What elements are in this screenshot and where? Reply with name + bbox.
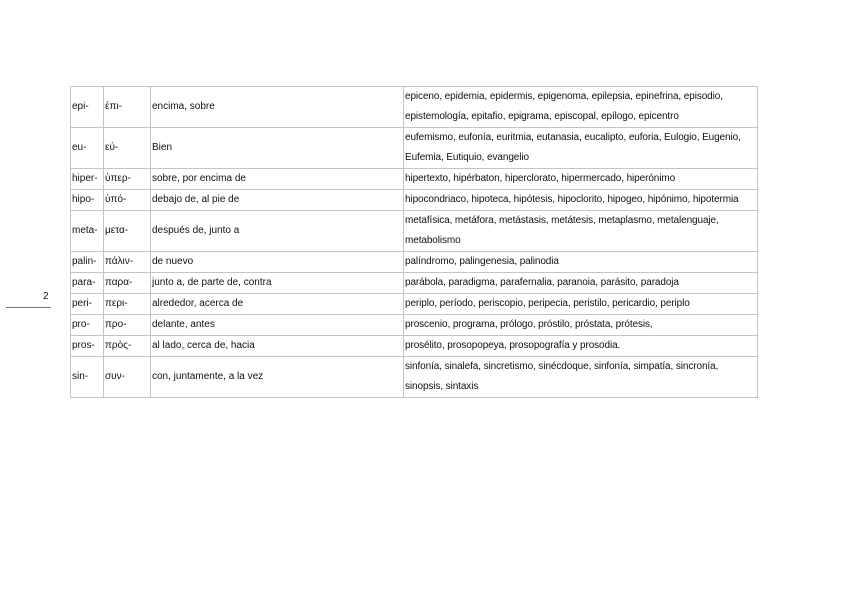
meaning-cell: al lado, cerca de, hacia — [151, 336, 404, 357]
prefix-cell: peri- — [71, 294, 104, 315]
meaning-cell: alrededor, acerca de — [151, 294, 404, 315]
greek-root-cell: έπι- — [104, 87, 151, 128]
table-row — [71, 252, 758, 273]
table-row — [71, 87, 758, 128]
prefix-cell: pro- — [71, 315, 104, 336]
meaning-cell: encima, sobre — [151, 87, 404, 128]
greek-root-cell: ὑπό- — [104, 190, 151, 211]
examples-cell: proscenio, programa, prólogo, próstilo, próstata, prótesis, — [404, 315, 758, 336]
table-row — [71, 336, 758, 357]
greek-root-cell: πρὸς- — [104, 336, 151, 357]
greek-root-cell: περι- — [104, 294, 151, 315]
examples-cell: periplo, período, periscopio, peripecia, peristilo, pericardio, periplo — [404, 294, 758, 315]
meaning-cell: de nuevo — [151, 252, 404, 273]
examples-cell: metafísica, metáfora, metástasis, metátesis, metaplasmo, metalenguaje, metabolismo — [404, 211, 758, 252]
greek-root-cell: συν- — [104, 357, 151, 398]
greek-root-cell: πάλιν- — [104, 252, 151, 273]
prefix-cell: pros- — [71, 336, 104, 357]
meaning-cell: sobre, por encima de — [151, 169, 404, 190]
greek-root-cell: μετα- — [104, 211, 151, 252]
examples-cell: sinfonía, sinalefa, sincretismo, sinécdoque, sinfonía, simpatía, sincronía, sinopsis, sintaxis — [404, 357, 758, 398]
greek-prefix-table — [70, 86, 758, 398]
prefix-cell: epi- — [71, 87, 104, 128]
table-row — [71, 357, 758, 398]
examples-cell: eufemismo, eufonía, euritmia, eutanasia, eucalipto, euforia, Eulogio, Eugenio, Eufemia, Eutiquio, evangelio — [404, 128, 758, 169]
meaning-cell: delante, antes — [151, 315, 404, 336]
examples-cell: epiceno, epidemia, epidermis, epigenoma, epilepsia, epinefrina, episodio, epistemología, epitafio, epigrama, episcopal, epílogo, epicentro — [404, 87, 758, 128]
greek-root-cell: εύ- — [104, 128, 151, 169]
examples-cell: parábola, paradigma, parafernalia, paranoia, parásito, paradoja — [404, 273, 758, 294]
prefix-cell: hiper- — [71, 169, 104, 190]
table-row — [71, 190, 758, 211]
prefix-cell: eu- — [71, 128, 104, 169]
greek-root-cell: προ- — [104, 315, 151, 336]
page-number: 2 — [43, 291, 49, 302]
meaning-cell: debajo de, al pie de — [151, 190, 404, 211]
prefix-cell: sin- — [71, 357, 104, 398]
prefix-cell: hipo- — [71, 190, 104, 211]
greek-root-cell: παρα- — [104, 273, 151, 294]
greek-root-cell: ὑπερ- — [104, 169, 151, 190]
examples-cell: palíndromo, palingenesia, palinodia — [404, 252, 758, 273]
page-number-rule — [6, 307, 51, 308]
table-row — [71, 211, 758, 252]
meaning-cell: junto a, de parte de, contra — [151, 273, 404, 294]
table-row — [71, 169, 758, 190]
table-row — [71, 273, 758, 294]
table-row — [71, 315, 758, 336]
meaning-cell: Bien — [151, 128, 404, 169]
examples-cell: hipertexto, hipérbaton, hiperclorato, hipermercado, hiperónimo — [404, 169, 758, 190]
prefix-cell: palin- — [71, 252, 104, 273]
table-row — [71, 294, 758, 315]
meaning-cell: con, juntamente, a la vez — [151, 357, 404, 398]
prefix-cell: meta- — [71, 211, 104, 252]
meaning-cell: después de, junto a — [151, 211, 404, 252]
examples-cell: hipocondriaco, hipoteca, hipótesis, hipoclorito, hipogeo, hipónimo, hipotermia — [404, 190, 758, 211]
examples-cell: prosélito, prosopopeya, prosopografía y prosodia. — [404, 336, 758, 357]
table-row — [71, 128, 758, 169]
prefix-cell: para- — [71, 273, 104, 294]
